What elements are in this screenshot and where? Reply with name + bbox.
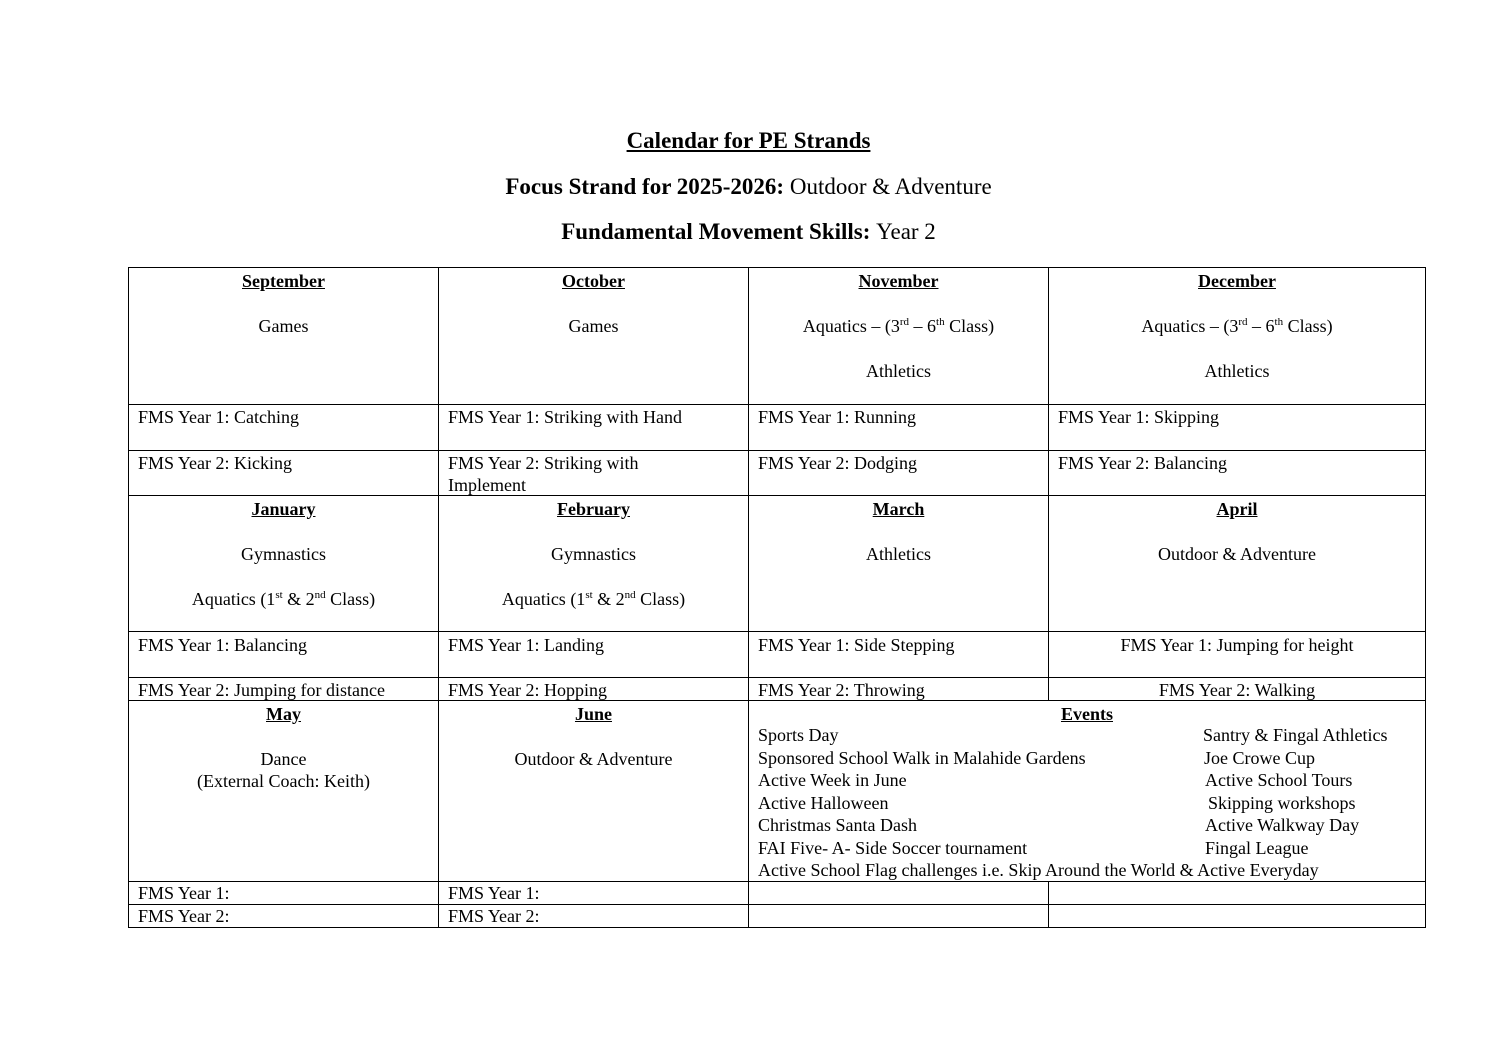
november-cell [749, 270, 1048, 382]
month-january: January [251, 499, 316, 519]
event-item: Active School Flag challenges i.e. Skip Around the World & Active Everyday [758, 860, 1319, 880]
october-fms1: FMS Year 1: Striking with Hand [448, 407, 683, 427]
row-divider [129, 677, 1425, 678]
june-cell [439, 703, 748, 770]
january-strand: Gymnastics [241, 544, 326, 564]
september-fms1: FMS Year 1: Catching [138, 407, 300, 427]
month-june: June [574, 704, 612, 724]
june-fms1: FMS Year 1: [448, 883, 540, 903]
february-cell [439, 498, 748, 610]
pe-calendar-table [128, 267, 1426, 928]
february-fms1: FMS Year 1: Landing [448, 635, 605, 655]
october-strand: Games [568, 316, 619, 336]
event-item: Sports Day [758, 725, 839, 745]
focus-strand-value: Outdoor & Adventure [789, 174, 992, 199]
june-fms2: FMS Year 2: [448, 906, 540, 926]
may-fms2: FMS Year 2: [138, 906, 230, 926]
event-item: Active School Tours [1205, 770, 1353, 790]
december-fms1: FMS Year 1: Skipping [1058, 407, 1220, 427]
march-fms2: FMS Year 2: Throwing [758, 680, 925, 700]
may-strand: Dance [260, 749, 307, 769]
april-fms2: FMS Year 2: Walking [1158, 680, 1316, 700]
focus-strand-line [0, 174, 1497, 200]
may-cell [129, 703, 438, 792]
event-item: Skipping workshops [1208, 792, 1356, 813]
event-item: Active Halloween [758, 792, 889, 813]
january-cell [129, 498, 438, 610]
row-divider [129, 495, 1425, 496]
december-aquatics: Aquatics – (3rd – 6th Class) [1141, 316, 1333, 336]
month-april: April [1216, 499, 1258, 519]
april-strand: Outdoor & Adventure [1158, 544, 1316, 564]
events-right-list [1203, 724, 1388, 859]
row-divider [129, 404, 1425, 405]
month-february: February [557, 499, 630, 519]
event-item: Sponsored School Walk in Malahide Gardens [758, 747, 1086, 768]
october-fms2-line1: FMS Year 2: Striking with [448, 453, 639, 473]
december-fms2: FMS Year 2: Balancing [1058, 453, 1228, 473]
february-strand: Gymnastics [551, 544, 636, 564]
month-march: March [872, 499, 925, 519]
december-cell [1049, 270, 1425, 382]
events-heading: Events [1060, 704, 1113, 724]
page-title: Calendar for PE Strands [626, 128, 871, 153]
april-cell [1049, 498, 1425, 565]
november-fms1: FMS Year 1: Running [758, 407, 917, 427]
april-fms1: FMS Year 1: Jumping for height [1120, 635, 1354, 655]
may-coach: (External Coach: Keith) [197, 771, 370, 791]
month-november: November [858, 271, 939, 291]
march-cell [749, 498, 1048, 565]
september-cell [129, 270, 438, 337]
december-athletics: Athletics [1204, 361, 1270, 381]
november-athletics: Athletics [866, 361, 931, 381]
november-fms2: FMS Year 2: Dodging [758, 453, 918, 473]
event-item: Active Week in June [758, 770, 907, 790]
col-divider [1048, 881, 1049, 927]
fms-label: Fundamental Movement Skills: [561, 219, 871, 244]
october-fms2-line2: Implement [448, 475, 526, 495]
fms-value: Year 2 [876, 219, 936, 244]
february-aquatics: Aquatics (1st & 2nd Class) [501, 589, 686, 609]
row-divider [129, 631, 1425, 632]
may-fms1: FMS Year 1: [138, 883, 230, 903]
november-aquatics: Aquatics – (3rd – 6th Class) [802, 316, 995, 336]
event-item: Joe Crowe Cup [1204, 747, 1315, 768]
month-may: May [266, 704, 301, 724]
focus-strand-label: Focus Strand for 2025-2026: [505, 174, 785, 199]
event-item: FAI Five- A- Side Soccer tournament [758, 837, 1028, 858]
event-item: Santry & Fingal Athletics [1203, 725, 1388, 745]
january-aquatics: Aquatics (1st & 2nd Class) [191, 589, 376, 609]
october-cell [439, 270, 748, 337]
month-october: October [562, 271, 625, 291]
june-strand: Outdoor & Adventure [514, 749, 673, 769]
march-fms1: FMS Year 1: Side Stepping [758, 635, 955, 655]
event-item: Christmas Santa Dash [758, 815, 917, 835]
row-divider [129, 450, 1425, 451]
october-fms2 [439, 452, 748, 496]
march-strand: Athletics [866, 544, 931, 564]
month-september: September [242, 271, 325, 291]
event-item: Active Walkway Day [1205, 815, 1360, 835]
january-fms1: FMS Year 1: Balancing [138, 635, 308, 655]
fms-line [0, 219, 1497, 245]
september-strand: Games [258, 316, 309, 336]
january-fms2: FMS Year 2: Jumping for distance [138, 680, 385, 700]
september-fms2: FMS Year 2: Kicking [138, 453, 293, 473]
month-december: December [1198, 271, 1276, 291]
february-fms2: FMS Year 2: Hopping [448, 680, 608, 700]
event-item: Fingal League [1205, 837, 1309, 858]
